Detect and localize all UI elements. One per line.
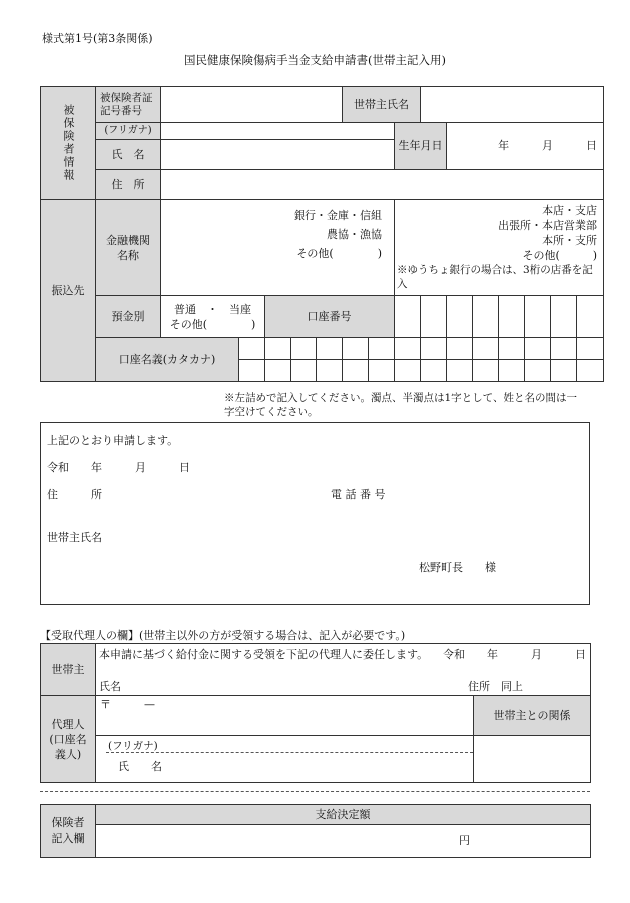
bank-name-label: 金融機関 名称 xyxy=(96,200,161,296)
kana-box[interactable] xyxy=(395,338,421,360)
kana-box[interactable] xyxy=(499,338,525,360)
agent-label: 代理人 (口座名 義人) xyxy=(41,696,96,783)
kana-box[interactable] xyxy=(499,360,525,382)
transfer-section-label: 振込先 xyxy=(41,200,96,382)
birthdate-field[interactable]: 年 月 日 xyxy=(447,123,604,170)
kana-box[interactable] xyxy=(473,360,499,382)
kana-box[interactable] xyxy=(525,338,551,360)
kana-box[interactable] xyxy=(343,360,369,382)
yucho-note: ※ゆうちょ銀行の場合は、3桁の店番を記入 xyxy=(397,264,593,290)
account-digit[interactable] xyxy=(421,296,447,338)
kana-box[interactable] xyxy=(291,360,317,382)
branch-type-options[interactable]: 本店・支店 出張所・本店営業部 本所・支所 その他( ) xyxy=(498,204,598,262)
delegation-statement: 本申請に基づく給付金に関する受領を下記の代理人に委任します。 xyxy=(99,648,429,661)
kana-box[interactable] xyxy=(265,360,291,382)
applicant-address-label: 住 所 xyxy=(47,488,102,501)
account-holder-label: 口座名義(カタカナ) xyxy=(96,338,239,382)
kana-box[interactable] xyxy=(343,338,369,360)
kana-box[interactable] xyxy=(239,338,265,360)
cut-line xyxy=(40,791,590,792)
kana-box[interactable] xyxy=(395,360,421,382)
insurer-table xyxy=(40,804,591,858)
furigana-field[interactable] xyxy=(161,123,395,140)
kana-box[interactable] xyxy=(291,338,317,360)
account-digit[interactable] xyxy=(395,296,421,338)
householder-name-label: 世帯主氏名 xyxy=(343,87,421,123)
agent-postal-field[interactable]: 〒 — xyxy=(96,696,474,736)
form-title: 国民健康保険傷病手当金支給申請書(世帯主記入用) xyxy=(184,53,446,67)
kana-box[interactable] xyxy=(551,360,577,382)
agent-section-heading: 【受取代理人の欄】(世帯主以外の方が受領する場合は、記入が必要です。) xyxy=(40,629,406,642)
card-number-label: 被保険者証 記号番号 xyxy=(96,87,161,123)
form-number: 様式第1号(第3条関係) xyxy=(42,32,153,45)
application-statement: 上記のとおり申請します。 xyxy=(47,434,179,447)
kana-box[interactable] xyxy=(369,338,395,360)
address-field[interactable] xyxy=(161,170,604,200)
householder-name-field[interactable] xyxy=(421,87,604,123)
relation-label: 世帯主との関係 xyxy=(474,696,591,736)
card-number-field[interactable] xyxy=(161,87,343,123)
account-digit[interactable] xyxy=(577,296,604,338)
account-digit[interactable] xyxy=(551,296,577,338)
agent-householder-label: 世帯主 xyxy=(41,644,96,696)
kana-box[interactable] xyxy=(525,360,551,382)
account-digit[interactable] xyxy=(525,296,551,338)
kana-box[interactable] xyxy=(473,338,499,360)
amount-label: 支給決定額 xyxy=(96,805,591,825)
agent-name-label: 氏 名 xyxy=(118,760,162,773)
account-digit[interactable] xyxy=(447,296,473,338)
applicant-name-label: 世帯主氏名 xyxy=(47,531,102,544)
kana-box[interactable] xyxy=(265,338,291,360)
kana-box[interactable] xyxy=(421,338,447,360)
insurer-label: 保険者 記入欄 xyxy=(41,805,96,858)
kana-box[interactable] xyxy=(551,338,577,360)
delegation-date[interactable]: 令和 年 月 日 xyxy=(443,648,586,661)
kana-box[interactable] xyxy=(239,360,265,382)
birthdate-label: 生年月日 xyxy=(395,123,447,170)
kana-box[interactable] xyxy=(577,338,604,360)
agent-table xyxy=(40,643,591,783)
name-field[interactable] xyxy=(161,140,395,170)
main-table xyxy=(40,86,604,382)
addressee-mayor: 松野町長 様 xyxy=(419,561,496,574)
insured-section-label: 被保険者情報 xyxy=(41,87,96,200)
deposit-type-options[interactable]: 普通 ・ 当座 その他( ) xyxy=(161,296,265,338)
address-label: 住 所 xyxy=(96,170,161,200)
kana-box[interactable] xyxy=(421,360,447,382)
furigana-label: (フリガナ) xyxy=(96,123,161,140)
kana-box[interactable] xyxy=(317,338,343,360)
name-label: 氏 名 xyxy=(96,140,161,170)
kana-box[interactable] xyxy=(447,360,473,382)
bank-type-options[interactable]: 銀行・金庫・信組 農協・漁協 その他( ) xyxy=(161,200,395,296)
address-same-label: 住所 同上 xyxy=(468,680,523,693)
account-digit[interactable] xyxy=(473,296,499,338)
kana-box[interactable] xyxy=(447,338,473,360)
account-number-label: 口座番号 xyxy=(265,296,395,338)
householder-sign-label: 氏名 xyxy=(99,680,121,693)
amount-field[interactable]: 円 xyxy=(96,825,591,858)
kana-box[interactable] xyxy=(369,360,395,382)
application-box xyxy=(40,422,590,605)
account-digit[interactable] xyxy=(499,296,525,338)
kana-box[interactable] xyxy=(577,360,604,382)
phone-label: 電 話 番 号 xyxy=(331,488,386,501)
application-date[interactable]: 令和 年 月 日 xyxy=(47,461,190,474)
relation-field[interactable] xyxy=(474,736,591,783)
kana-box[interactable] xyxy=(317,360,343,382)
agent-furigana-label: (フリガナ) xyxy=(108,740,158,752)
deposit-type-label: 預金別 xyxy=(96,296,161,338)
account-holder-note: ※左詰めで記入してください。濁点、半濁点は1字として、姓と名の間は一字空けてください。 xyxy=(222,390,588,420)
